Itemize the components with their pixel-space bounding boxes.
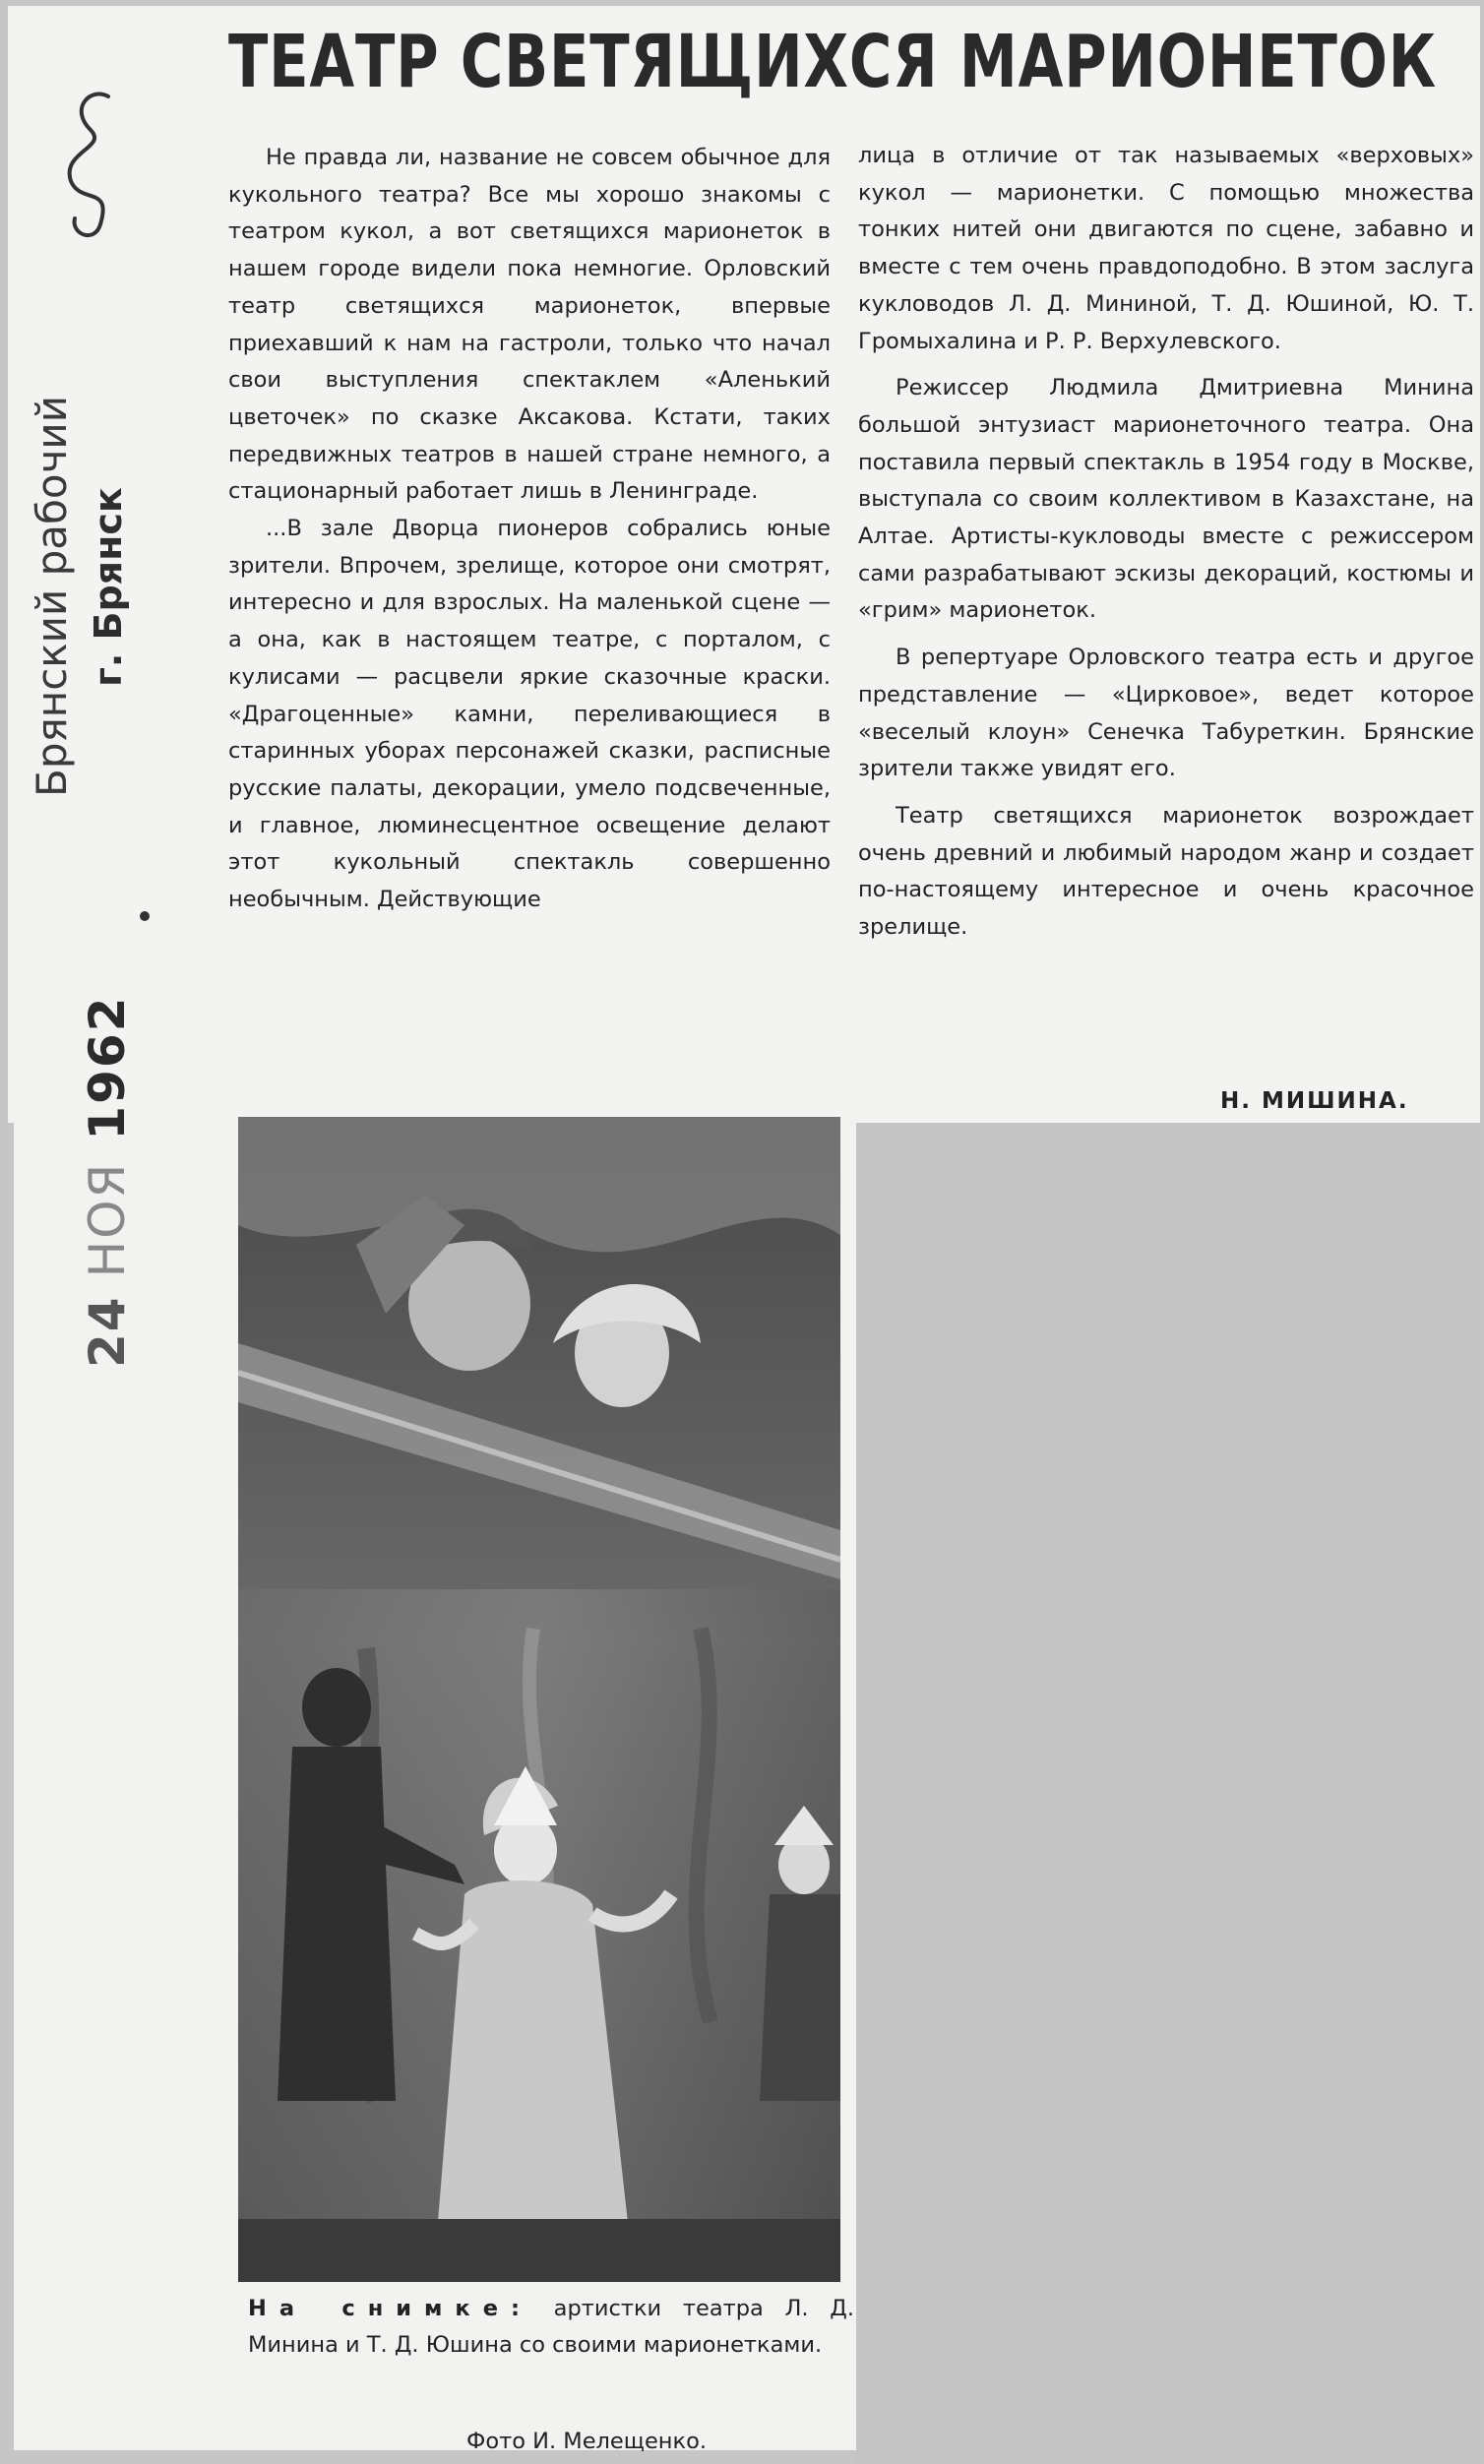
caption-text: артистки театра Л. Д. Минина и Т. Д. Юшина со своими марионетками. [248,2296,854,2358]
author-signature: Н. МИШИНА. [1220,1088,1409,1114]
caption-label: На снимке: [248,2296,532,2321]
paragraph: Не правда ли, название не совсем обычное для кукольного театра? Все мы хорошо знакомы с театром кукол, а вот светящихся марионеток в нашем городе видели пока немногие. Орловский театр светящихся марионеток, впервые приехавший к нам на гастроли, только что начал свои выступления спектаклем «Аленький цветочек» по сказке Аксакова. Кстати, таких передвижных театров в нашей стране немного, а стационарный работает лишь в Ленинграде. [228,145,831,505]
paragraph: Театр светящихся марионеток возрождает очень древний и любимый народом жанр и создает по-настоящему интересное и очень красочное зрелище. [858,802,1474,941]
date-month: НОЯ [79,1161,136,1278]
photo-caption [248,2291,854,2364]
date-year: 1962 [79,995,136,1140]
paragraph: ...В зале Дворца пионеров собрались юные зрители. Впрочем, зрелище, которое они смотрят, интересно и для взрослых. На маленькой сцене — а она, как в настоящем театре, с порталом, с кулисами — расцвели яркие сказочные краски. «Драгоценные» камни, переливающиеся в старинных уборах персонажей сказки, расписные русские палаты, декорации, умело подсвеченные, и главное, люминесцентное освещение делают этот кукольный спектакль совершенно необычным. Действующие [228,516,831,913]
paragraph: В репертуаре Орловского театра есть и другое представление — «Цирковое», ведет которое «веселый клоун» Сенечка Табуреткин. Брянские зрители также увидят его. [858,645,1474,782]
paragraph: Режиссер Людмила Дмитриевна Минина большой энтузиаст марионеточного театра. Она поставила первый спектакль в 1954 году в Москве, выступала со своим коллективом в Казахстане, на Алтае. Артисты-кукловоды вместе с режиссером сами разрабатывают эскизы декораций, костюмы и «грим» марионеток. [858,375,1474,624]
source-stamp [28,108,175,797]
article-column-2 [858,138,1474,956]
newspaper-name: Брянский рабочий [28,395,76,797]
date-stamp [79,817,157,1368]
photo-credit: Фото И. Мелещенко. [466,2429,708,2454]
photo-illustration [238,1117,840,2282]
paragraph: лица в отличие от так называемых «верховых» кукол — марионетки. С помощью множества тонких нитей они двигаются по сцене, забавно и вместе с тем очень правдоподобно. В этом заслуга кукловодов Л. Д. Мининой, Т. Д. Юшиной, Ю. Т. Громыхалина и Р. Р. Верхулевского. [858,143,1474,354]
date-day: 24 [79,1295,136,1368]
headline: ТЕАТР СВЕТЯЩИХСЯ МАРИОНЕТОК [228,20,1437,104]
newspaper-city: г. Брянск [87,487,130,687]
article-column-1 [228,140,831,919]
marionette-photo [238,1117,840,2282]
background-gap [856,1123,1480,2464]
caption-body [248,2291,854,2364]
